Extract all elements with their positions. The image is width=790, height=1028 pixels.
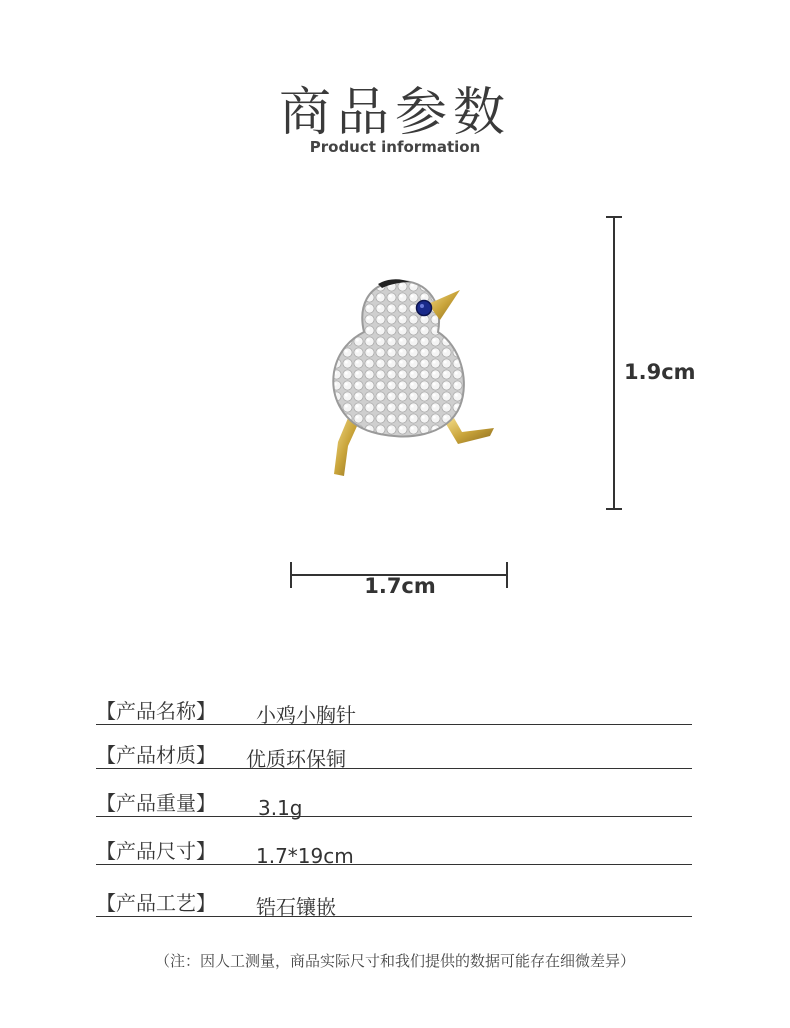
spec-row-name	[96, 684, 692, 725]
spec-label: 【产品重量】	[96, 791, 216, 815]
spec-row-craft	[96, 876, 692, 917]
height-dimension-line	[606, 216, 622, 510]
spec-value: 3.1g	[258, 796, 303, 820]
spec-label: 【产品材质】	[96, 743, 216, 767]
spec-value: 1.7*19cm	[256, 844, 354, 868]
spec-value: 优质环保铜	[246, 747, 346, 771]
spec-label: 【产品工艺】	[96, 891, 216, 915]
page-title: 商品参数	[278, 83, 511, 143]
page-subtitle: Product information	[309, 138, 481, 156]
spec-row-material	[96, 728, 692, 769]
spec-label: 【产品名称】	[96, 699, 216, 723]
spec-value: 锆石镶嵌	[256, 895, 336, 919]
chick-brooch-illustration	[320, 270, 520, 490]
width-dimension-label: 1.7cm	[364, 574, 436, 598]
chick-brooch-image	[320, 270, 520, 490]
spec-row-size	[96, 824, 692, 868]
height-dimension-label: 1.9cm	[624, 360, 696, 384]
measurement-footnote: （注：因人工测量，商品实际尺寸和我们提供的数据可能存在细微差异）	[154, 952, 635, 970]
sapphire-eye-icon	[417, 301, 432, 316]
spec-label: 【产品尺寸】	[96, 839, 216, 863]
spec-value: 小鸡小胸针	[256, 703, 356, 727]
spec-row-weight	[96, 776, 692, 820]
